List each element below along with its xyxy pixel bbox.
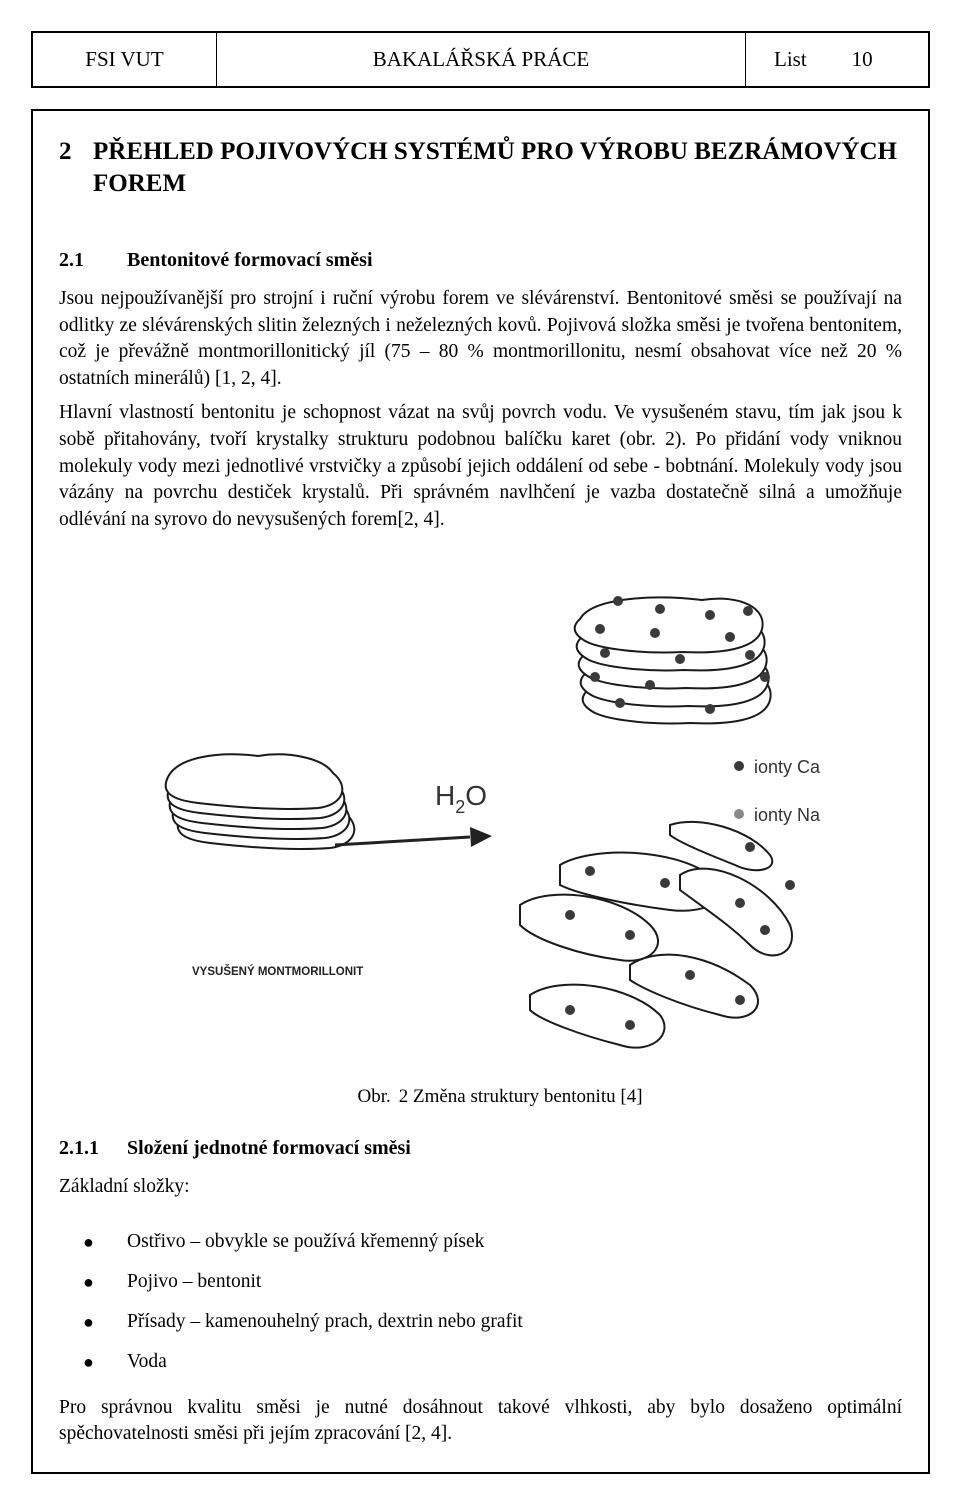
figure-caption — [0, 1086, 960, 1108]
page-header — [31, 31, 930, 88]
section-heading — [59, 246, 902, 274]
chapter-title: PŘEHLED POJIVOVÝCH SYSTÉMŮ PRO VÝROBU BEZRÁMOVÝCH FOREM — [93, 138, 897, 197]
list-item — [59, 1303, 902, 1343]
header-page-info — [746, 33, 928, 86]
caption-prefix: Obr. — [357, 1086, 391, 1107]
paragraph-intro: Jsou nejpoužívanější pro strojní i ruční výrobu forem ve slévárenství. Bentonitové směsi se používají na odlitky ze slévárenských slitin železných i neželezných kovů. Pojivová složka směsi je tvořena bentonitem, což je převážně montmorillonitický jíl (75 – 80 % montmorillonitu, nesmí obsahovat více než 20 % ostatních minerálů) [1, 2, 4]. — [59, 288, 902, 389]
list-item — [59, 1343, 902, 1383]
bullet-icon: ● — [83, 1272, 94, 1293]
basic-components-label: Základní složky: — [59, 1176, 190, 1197]
bullet-icon: ● — [83, 1312, 94, 1333]
section-number: 2.1 — [59, 249, 84, 271]
components-list — [59, 1223, 902, 1383]
list-item-text: Ostřivo – obvykle se používá křemenný písek — [127, 1231, 485, 1253]
list-item — [59, 1223, 902, 1263]
figure-legend — [734, 757, 821, 825]
chapter-number: 2 — [59, 138, 72, 165]
hydrated-dispersed-flakes — [520, 822, 792, 1048]
paragraph-final: Pro správnou kvalitu směsi je nutné dosáhnout takové vlhkosti, aby bylo dosaženo optimální spěchovatelnosti směsi při jejím zpracování [2, 4]. — [59, 1396, 902, 1445]
bullet-icon: ● — [83, 1232, 94, 1253]
h2o-label: $H_2O$ — [435, 780, 488, 817]
subsection-title: Složení jednotné formovací směsi — [127, 1137, 411, 1159]
legend-ca-dot — [734, 761, 744, 771]
legend-na-dot — [734, 809, 744, 819]
dry-label: VYSUŠENÝ MONTMORILLONIT — [192, 966, 364, 978]
header-page-number: 10 — [851, 47, 873, 71]
list-item — [59, 1263, 902, 1303]
header-doc-type: BAKALÁŘSKÁ PRÁCE — [217, 33, 746, 86]
subsection-content — [59, 1134, 902, 1448]
subsection-heading — [59, 1134, 902, 1162]
chapter-heading — [59, 136, 902, 200]
h2o-arrow — [335, 780, 492, 847]
bullet-icon: ● — [83, 1352, 94, 1373]
header-institution: FSI VUT — [33, 33, 217, 86]
dried-montmorillonite-stack — [166, 754, 355, 849]
list-item-text: Pojivo – bentonit — [127, 1271, 262, 1293]
caption-text: 2 Změna struktury bentonitu [4] — [398, 1086, 643, 1107]
section-title: Bentonitové formovací směsi — [127, 249, 373, 271]
list-item-text: Přísady – kamenouhelný prach, dextrin nebo grafit — [127, 1311, 523, 1333]
legend-ca-label: ionty Ca — [754, 757, 821, 777]
list-item-text: Voda — [127, 1351, 167, 1373]
subsection-number: 2.1.1 — [59, 1137, 99, 1159]
legend-na-label: ionty Na — [754, 805, 821, 825]
main-content — [59, 136, 902, 533]
hydrated-stack-top — [575, 597, 771, 723]
header-list-label: List — [774, 47, 807, 71]
paragraph-properties: Hlavní vlastností bentonitu je schopnost vázat na svůj povrch vodu. Ve vysušeném stavu, tím jak jsou k sobě přitahovány, tvoří krystalky strukturu podobnou balíčku karet (obr. 2). Po přidání vody vniknou molekuly vody mezi jednotlivé vrstvičky a způsobí jejich oddálení od sebe - bobtnání. Molekuly vody jsou vázány na povrchu destiček krystalů. Při správném navlhčení je vazba dostatečně silná a umožňuje odlévání na syrovo do nevysušených forem[2, 4]. — [59, 402, 902, 530]
bentonite-structure-figure — [150, 585, 840, 1095]
